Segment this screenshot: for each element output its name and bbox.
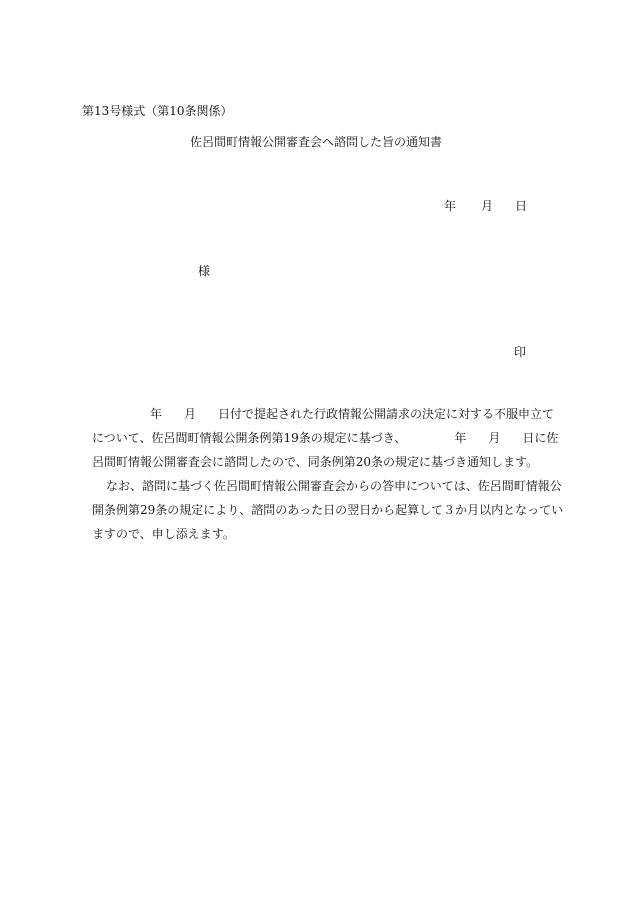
paragraph-text: ますので、申し添えます。 [92, 527, 235, 541]
paragraph-text: なお、諮問に基づく佐呂間町情報公開審査会からの答申については、佐呂間町情報公 [106, 479, 562, 493]
inquiry-year-label: 年 [454, 431, 467, 445]
note-paragraph [92, 474, 562, 546]
document-title: 佐呂間町情報公開審査会へ諮問した旨の通知書 [190, 135, 443, 149]
paragraph-line [92, 426, 562, 450]
date-month-label: 月 [481, 199, 494, 213]
filing-year-label: 年 [150, 407, 163, 421]
date-year-label: 年 [444, 199, 457, 213]
paragraph-text: 開条例第29条の規定により、諮問のあった日の翌日から起算して３か月以内となってい [92, 503, 564, 517]
filing-month-label: 月 [184, 407, 197, 421]
form-number: 第13号様式（第10条関係） [82, 104, 233, 118]
seal-mark: 印 [514, 345, 527, 359]
inquiry-month-label: 月 [488, 431, 501, 445]
date-day-label: 日 [515, 199, 528, 213]
paragraph-line [92, 498, 562, 522]
paragraph-text: について、佐呂間町情報公開条例第19条の規定に基づき、 [92, 431, 407, 445]
paragraph-line [92, 450, 562, 474]
paragraph-text: 日に佐 [522, 431, 559, 445]
recipient-honorific: 様 [198, 264, 211, 278]
paragraph-line [92, 474, 562, 498]
paragraph-text: 日付で提起された行政情報公開請求の決定に対する不服申立て [218, 407, 555, 421]
paragraph-line [92, 402, 562, 426]
paragraph-text: 呂間町情報公開審査会に諮問したので、同条例第20条の規定に基づき通知します。 [92, 455, 539, 469]
paragraph-line [92, 522, 562, 546]
notification-paragraph [92, 402, 562, 474]
